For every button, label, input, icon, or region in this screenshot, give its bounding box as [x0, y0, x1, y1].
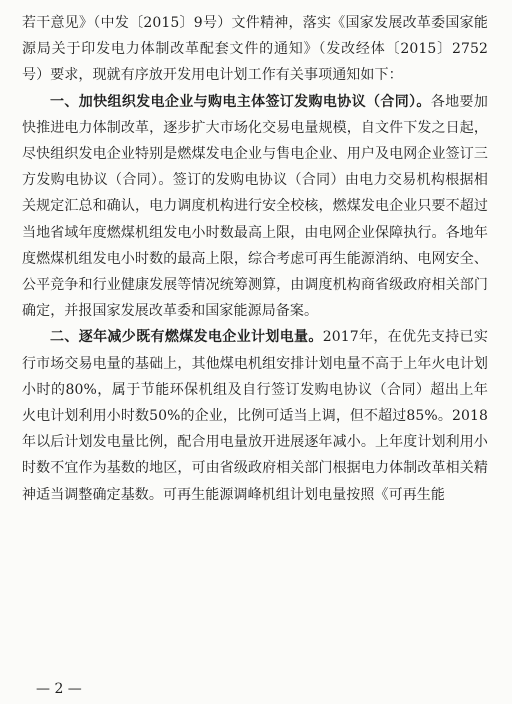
section-2-body: 2017年，在优先支持已实行市场交易电量的基础上，其他煤电机组安排计划电量不高于上年火电计划小时的80%，属于节能环保机组及自行签订发购电协议（合同）超出上年火电计划利用小时数50%的企业，比例可适当上调，但不超过85%。2018年以后计划发电量比例，配合用电量放开进展逐年减小。上年度计划利用小时数不宜作为基数的地区，可由省级政府相关部门根据电力体制改革相关精神适当调整确定基数。可再生能源调峰机组计划电量按照《可再生能: [22, 329, 488, 503]
section-1-heading: 一、加快组织发电企业与购电主体签订发购电协议（合同）。: [50, 93, 431, 110]
page-number: — 2 —: [36, 681, 82, 697]
intro-paragraph: 若干意见》（中发〔2015〕9号）文件精神，落实《国家发展改革委国家能源局关于印发电力体制改革配套文件的通知》（发改经体〔2015〕2752号）要求，现就有序放开发用电计划工作有关事项通知如下：: [22, 15, 488, 84]
section-1-paragraph: [22, 89, 488, 325]
section-2-paragraph: [22, 324, 488, 507]
section-1-body: 各地要加快推进电力体制改革，逐步扩大市场化交易电量规模，自文件下发之日起，尽快组织发电企业特别是燃煤发电企业与售电企业、用户及电网企业签订三方发购电协议（合同）。签订的发购电协议（合同）由电力交易机构根据相关规定汇总和确认，电力调度机构进行安全校核，燃煤发电企业只要不超过当地省域年度燃煤机组发电小时数最高上限，由电网企业保障执行。各地年度燃煤机组发电小时数的最高上限，综合考虑可再生能源消纳、电网安全、公平竞争和行业健康发展等情况统筹测算，由调度机构商省级政府相关部门确定，并报国家发展改革委和国家能源局备案。: [22, 93, 489, 320]
section-2-heading: 二、逐年减少既有燃煤发电企业计划电量。: [50, 329, 323, 346]
